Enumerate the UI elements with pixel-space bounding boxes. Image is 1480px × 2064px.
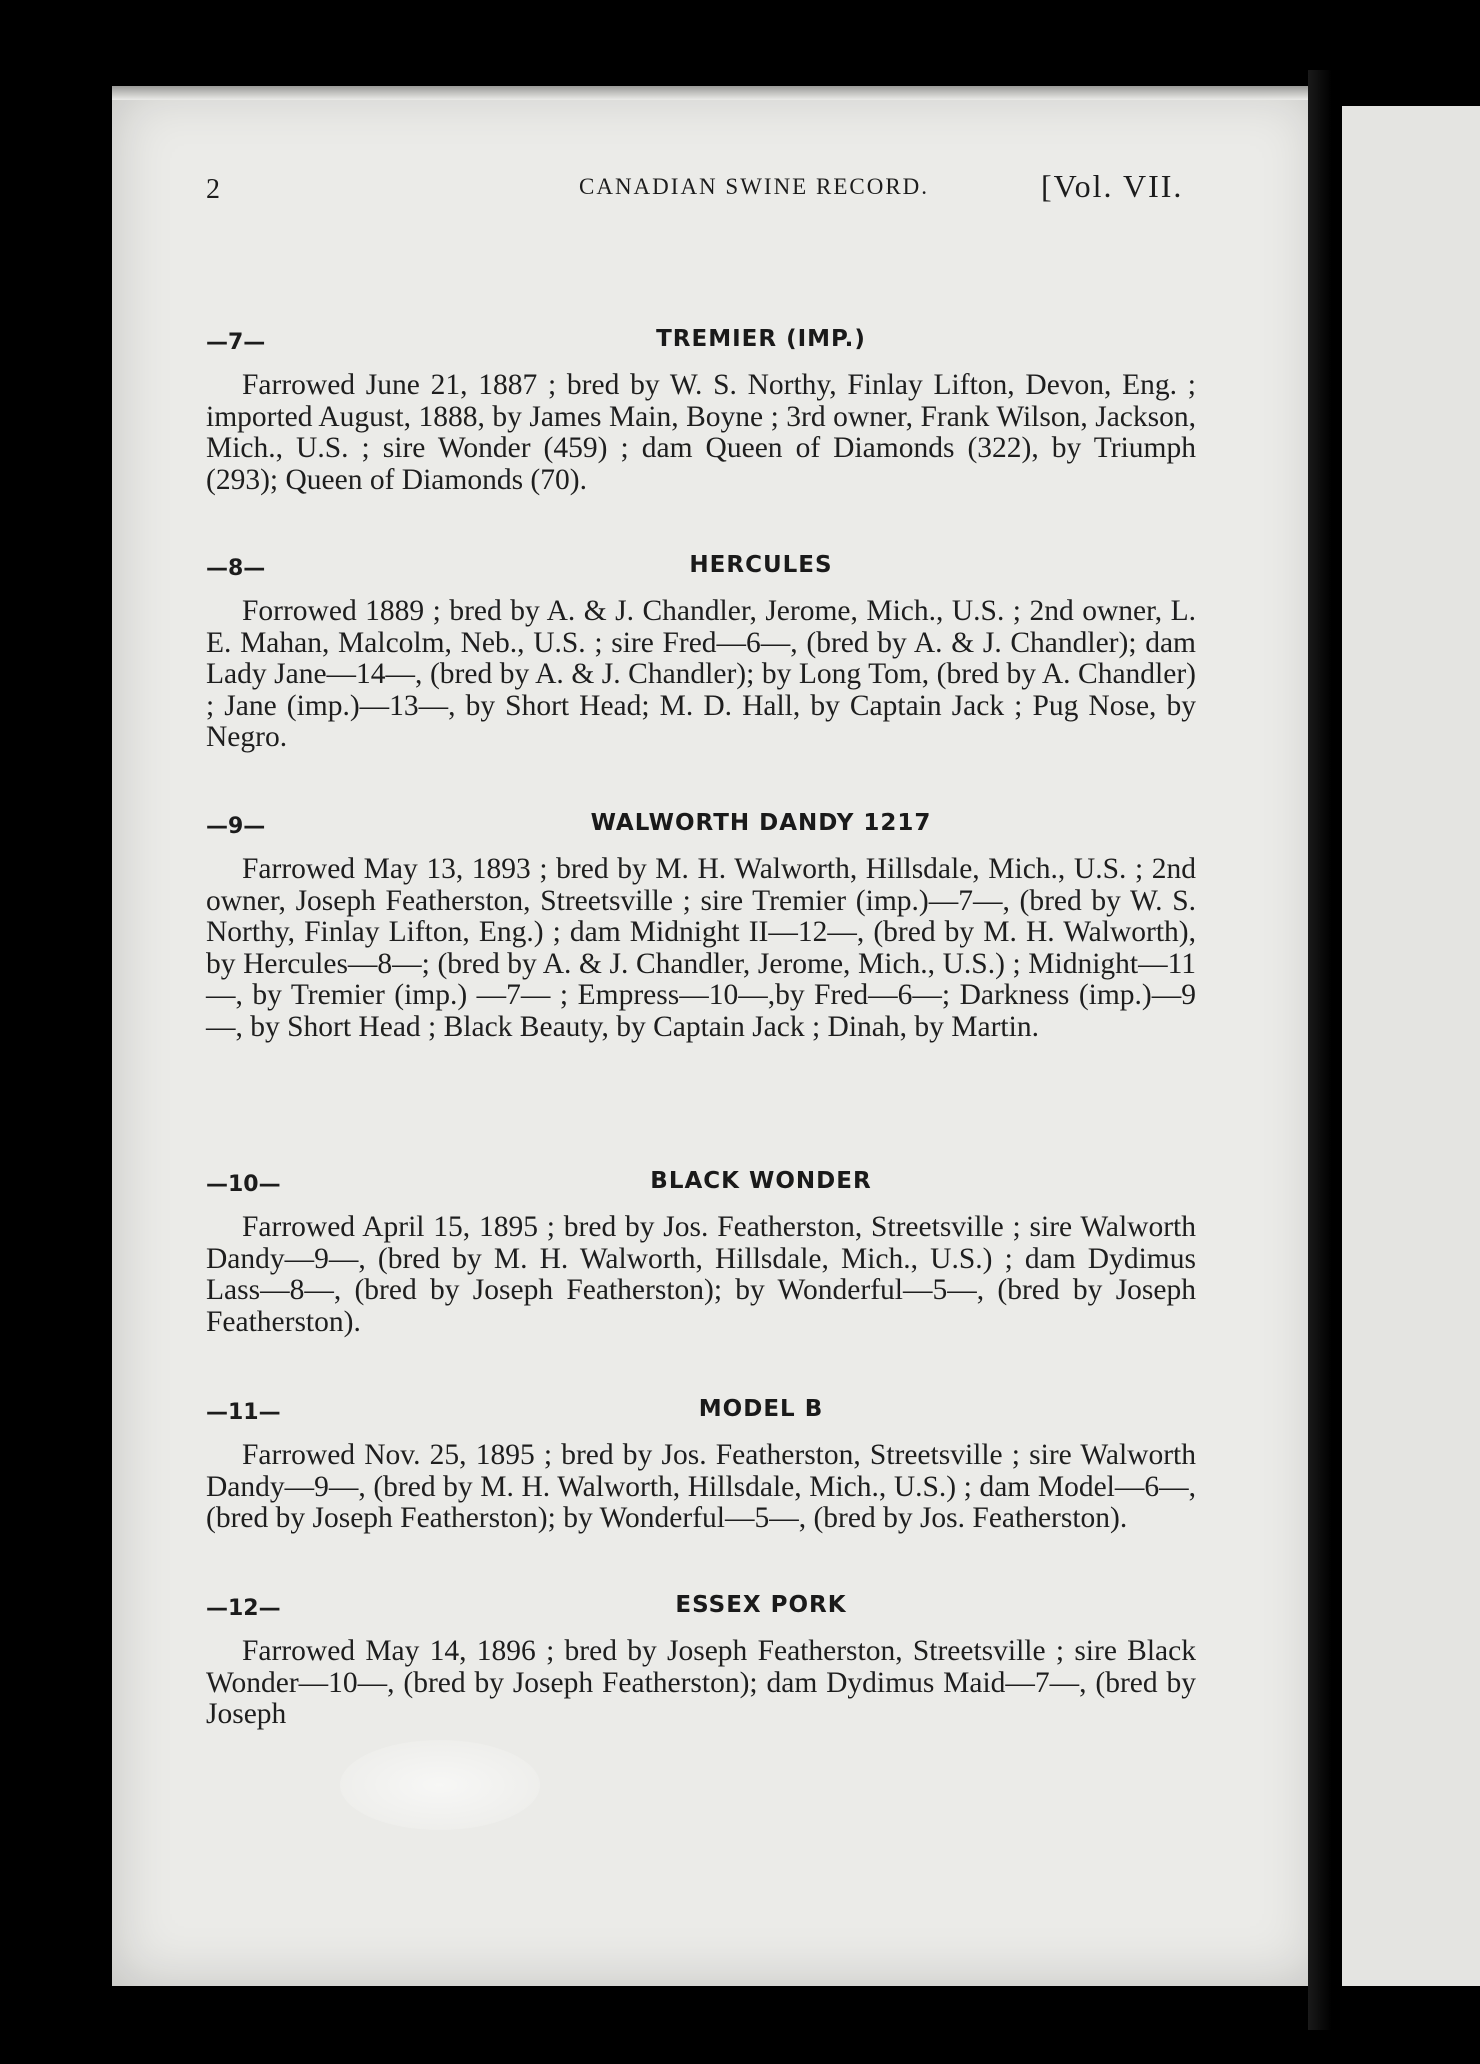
entry-number: —12—: [206, 1596, 281, 1621]
entry-name: MODEL B: [698, 1396, 824, 1422]
paper-smudge: [340, 1740, 540, 1830]
running-title: CANADIAN SWINE RECORD.: [579, 174, 930, 199]
adjacent-page-edge: [1342, 106, 1480, 1986]
entry-name: BLACK WONDER: [650, 1168, 872, 1194]
entry-name: TREMIER (IMP.): [656, 326, 866, 352]
book-binding-gutter: [1308, 70, 1342, 2030]
entry-text: Farrowed Nov. 25, 1895 ; bred by Jos. Featherston, Streetsville ; sire Walworth Dandy—9—, (bred by M. H. Walworth, Hillsdale, Mich., U.S.) ; dam Model—6—, (bred by Joseph Featherston); by Wonderful—5—, (bred by Jos. Featherston).: [206, 1439, 1196, 1534]
entry-number: —10—: [206, 1172, 281, 1197]
entry-text: Farrowed May 14, 1896 ; bred by Joseph Featherston, Streetsville ; sire Black Wonder—10—, (bred by Joseph Featherston); dam Dydimus Maid—7—, (bred by Joseph: [206, 1635, 1196, 1730]
page-number: 2: [206, 174, 221, 205]
entry-name: HERCULES: [689, 552, 833, 578]
entry-number: —11—: [206, 1400, 281, 1425]
entry-number: —8—: [206, 556, 266, 581]
entry-number: —7—: [206, 330, 266, 355]
entry-text: Farrowed June 21, 1887 ; bred by W. S. Northy, Finlay Lifton, Devon, Eng. ; imported August, 1888, by James Main, Boyne ; 3rd owner, Frank Wilson, Jackson, Mich., U.S. ; sire Wonder (459) ; dam Queen of Diamonds (322), by Triumph (293); Queen of Diamonds (70).: [206, 369, 1196, 496]
volume-label: [Vol. VII.: [1041, 168, 1184, 204]
entry-name: ESSEX PORK: [675, 1592, 847, 1618]
entry-name: WALWORTH DANDY 1217: [590, 810, 932, 836]
entry-number: —9—: [206, 814, 266, 839]
entry-text: Farrowed May 13, 1893 ; bred by M. H. Walworth, Hillsdale, Mich., U.S. ; 2nd owner, Joseph Featherston, Streetsville ; sire Tremier (imp.)—7—, (bred by W. S. Northy, Finlay Lifton, Eng.) ; dam Midnight II—12—, (bred by M. H. Walworth), by Hercules—8—; (bred by A. & J. Chandler, Jerome, Mich., U.S.) ; Midnight—11—, by Tremier (imp.) —7— ; Empress—10—,by Fred—6—; Darkness (imp.)—9—, by Short Head ; Black Beauty, by Captain Jack ; Dinah, by Martin.: [206, 853, 1196, 1043]
entry-text: Farrowed April 15, 1895 ; bred by Jos. Featherston, Streetsville ; sire Walworth Dandy—9—, (bred by M. H. Walworth, Hillsdale, Mich., U.S.) ; dam Dydimus Lass—8—, (bred by Joseph Featherston); by Wonderful—5—, (bred by Joseph Featherston).: [206, 1211, 1196, 1338]
entry-text: Forrowed 1889 ; bred by A. & J. Chandler, Jerome, Mich., U.S. ; 2nd owner, L. E. Mahan, Malcolm, Neb., U.S. ; sire Fred—6—, (bred by A. & J. Chandler); dam Lady Jane—14—, (bred by A. & J. Chandler); by Long Tom, (bred by A. Chandler) ; Jane (imp.)—13—, by Short Head; M. D. Hall, by Captain Jack ; Pug Nose, by Negro.: [206, 595, 1196, 753]
